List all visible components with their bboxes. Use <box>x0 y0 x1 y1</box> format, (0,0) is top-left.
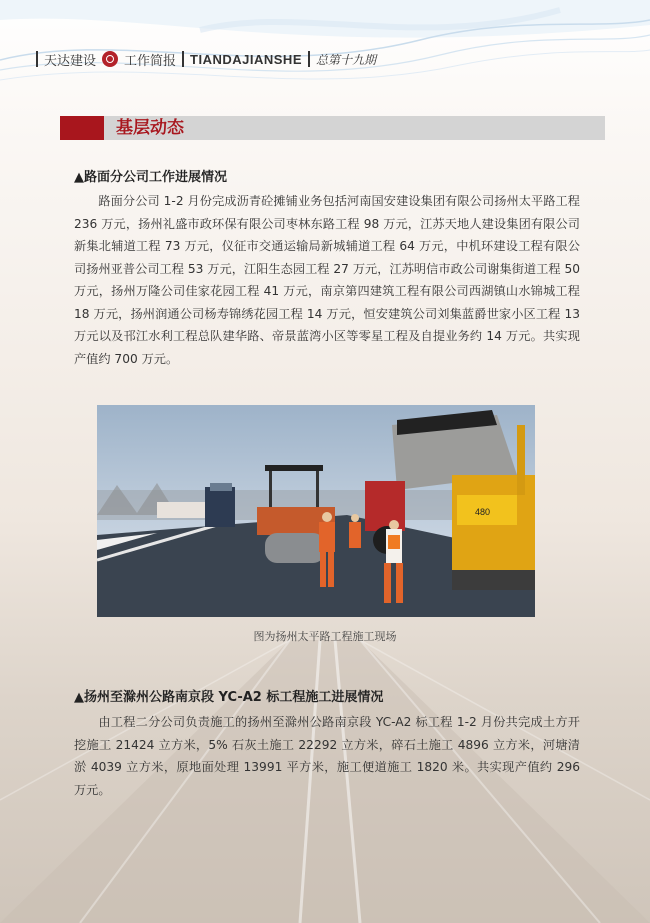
issue-number: 总第十九期 <box>316 52 377 67</box>
article-heading: ▲扬州至滁州公路南京段 YC-A2 标工程施工进展情况 <box>74 690 384 705</box>
publication-name: 工作简报 <box>124 53 177 69</box>
section-title: 基层动态 <box>116 118 184 138</box>
article-heading: ▲路面分公司工作进展情况 <box>74 170 227 185</box>
paver-model-label: 480 <box>475 507 491 517</box>
photo-caption: 图为扬州太平路工程施工现场 <box>253 630 397 643</box>
article-body: 由工程二分公司负责施工的扬州至滁州公路南京段 YC-A2 标工程 1-2 月份共完成土方开挖施工 21424 立方米，5% 石灰土施工 22292 立方米，碎石土施工 4896 立方米，河塘清淤 4039 立方米，原地面处理 13991 平方米，施工便道施工 1820 米。共实现产值约 296 万元。 <box>74 715 580 797</box>
company-logo-icon <box>102 51 118 67</box>
article-body: 路面分公司 1-2 月份完成沥青砼摊铺业务包括河南国安建设集团有限公司扬州太平路工程 236 万元，扬州礼盛市政环保有限公司枣林东路工程 98 万元，江苏天地人建设集团有限公司新集北辅道工程 73 万元，仪征市交通运输局新城辅道工程 64 万元，中机环建设工程有限公司扬州亚普公司工程 53 万元，江阳生态园工程 27 万元，江苏明信市政公司谢集街道工程 50 万元，扬州万隆公司佳家花园工程 41 万元，南京第四建筑工程有限公司西湖镇山水锦城工程 18 万元，扬州润通公司杨寿锦绣花园工程 14 万元，恒安建筑公司刘集蓝爵世家小区工程 13 万元以及邗江水利工程总队建华路、帝景蓝湾小区等零星工程及自提业务约 14 万元。共实现产值约 700 万元。 <box>74 194 580 366</box>
header-divider <box>182 51 184 67</box>
header-divider <box>36 51 38 67</box>
running-header <box>36 48 376 70</box>
section-banner-accent <box>60 116 104 140</box>
header-divider <box>308 51 310 67</box>
company-pinyin: TIANDAJIANSHE <box>190 51 302 67</box>
company-name: 天达建设 <box>44 53 97 69</box>
construction-site-photo <box>97 405 535 617</box>
section-banner <box>60 116 605 140</box>
